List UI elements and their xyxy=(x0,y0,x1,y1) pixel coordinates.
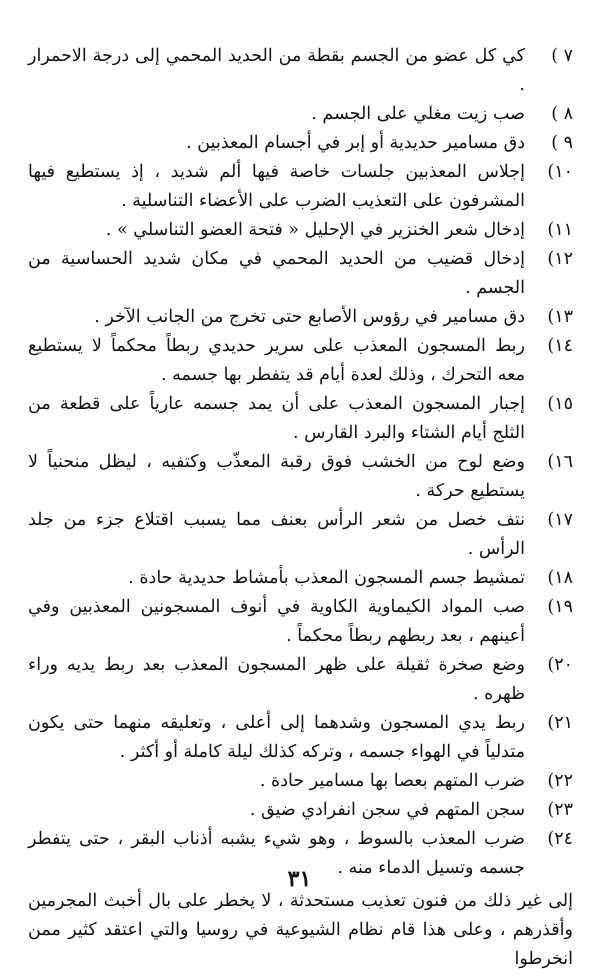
item-number: ١٩) xyxy=(547,597,573,617)
list-item xyxy=(28,593,573,651)
list-item xyxy=(28,42,573,100)
item-number: ٢٠) xyxy=(547,655,573,675)
item-number: ١٦) xyxy=(547,452,573,472)
item-text: نتف خصل من شعر الرأس بعنف مما يسبب اقتلاع جزء من جلد الرأس . xyxy=(28,510,525,559)
list-item xyxy=(28,506,573,564)
item-number: ١٤) xyxy=(547,336,573,356)
list-item xyxy=(28,100,573,129)
item-text: صب المواد الكيماوية الكاوية في أنوف المسجونين المعذبين وفي أعينهم ، بعد ربطهم ربطاً محكماً . xyxy=(28,597,525,646)
item-number: ٢١) xyxy=(547,713,573,733)
item-number: ١١) xyxy=(547,220,573,240)
numbered-list xyxy=(28,42,573,883)
item-number: ١٣) xyxy=(547,307,573,327)
item-text: كي كل عضو من الجسم بقطة من الحديد المحمي إلى درجة الاحمرار . xyxy=(28,46,525,95)
item-text: صب زيت مغلي على الجسم . xyxy=(311,104,525,124)
item-text: دق مسامير في رؤوس الأصابع حتى تخرج من الجانب الآخر . xyxy=(94,307,525,327)
closing-paragraph: إلى غير ذلك من فنون تعذيب مستحدثة ، لا يخطر على بال أخبث المجرمين وأقذرهم ، وعلى هذا قام نظام الشيوعية في روسيا والتي اعتقد كثير ممن انخرطوا xyxy=(28,891,573,969)
item-text: ضرب المعذب بالسوط ، وهو شيء يشبه أذناب البقر ، حتى يتفطر جسمه وتسيل الدماء منه . xyxy=(28,829,525,878)
item-text: ربط يدي المسجون وشدهما إلى أعلى ، وتعليقه منهما حتى يكون متدلياً في الهواء جسمه ، وتركه كذلك ليلة كاملة أو أكثر . xyxy=(28,713,525,762)
item-number: ١٧) xyxy=(547,510,573,530)
list-item xyxy=(28,129,573,158)
item-number: ١٥) xyxy=(547,394,573,414)
item-number: ١٢) xyxy=(547,249,573,269)
list-item xyxy=(28,709,573,767)
item-number: ١٨) xyxy=(547,568,573,588)
list-item xyxy=(28,158,573,216)
item-text: دق مسامير حديدية أو إبر في أجسام المعذبين . xyxy=(186,133,525,153)
list-item xyxy=(28,767,573,796)
item-text: ضرب المتهم بعصا بها مسامير حادة . xyxy=(259,771,525,791)
item-text: ربط المسجون المعذب على سرير حديدي ربطاً محكماً لا يستطيع معه التحرك ، وذلك لعدة أيام قد يتفطر بها جسمه . xyxy=(28,336,525,385)
item-text: إدخال شعر الخنزير في الإحليل « فتحة العضو التناسلي » . xyxy=(105,220,525,240)
item-text: إجبار المسجون المعذب على أن يمد جسمه عارياً على قطعة من الثلج أيام الشتاء والبرد القارس . xyxy=(28,394,525,443)
item-text: وضع لوح من الخشب فوق رقبة المعذّب وكتفيه ، ليظل منحنياً لا يستطيع حركة . xyxy=(28,452,525,501)
item-number: ٧ ) xyxy=(551,46,573,66)
list-item xyxy=(28,796,573,825)
list-item xyxy=(28,332,573,390)
item-number: ٢٣) xyxy=(547,800,573,820)
list-item xyxy=(28,390,573,448)
item-text: إدخال قضيب من الحديد المحمي في مكان شديد الحساسية من الجسم . xyxy=(28,249,525,298)
item-text: وضع صخرة ثقيلة على ظهر المسجون المعذب بعد ربط يديه وراء ظهره . xyxy=(28,655,525,704)
list-item xyxy=(28,564,573,593)
list-item xyxy=(28,448,573,506)
list-item xyxy=(28,303,573,332)
item-number: ٩ ) xyxy=(551,133,573,153)
item-number: ٨ ) xyxy=(551,104,573,124)
item-text: تمشيط جسم المسجون المعذب بأمشاط حديدية حادة . xyxy=(128,568,525,588)
list-item xyxy=(28,245,573,303)
list-item xyxy=(28,651,573,709)
item-number: ٢٢) xyxy=(547,771,573,791)
item-text: سجن المتهم في سجن انفرادي ضيق . xyxy=(249,800,525,820)
list-item xyxy=(28,216,573,245)
item-text: إجلاس المعذبين جلسات خاصة فيها ألم شديد ، إذ يستطيع فيها المشرفون على التعذيب الضرب على الأعضاء التناسلية . xyxy=(28,162,525,211)
page-number: ٣١ xyxy=(287,866,312,892)
item-number: ١٠) xyxy=(547,162,573,182)
item-number: ٢٤) xyxy=(547,829,573,849)
